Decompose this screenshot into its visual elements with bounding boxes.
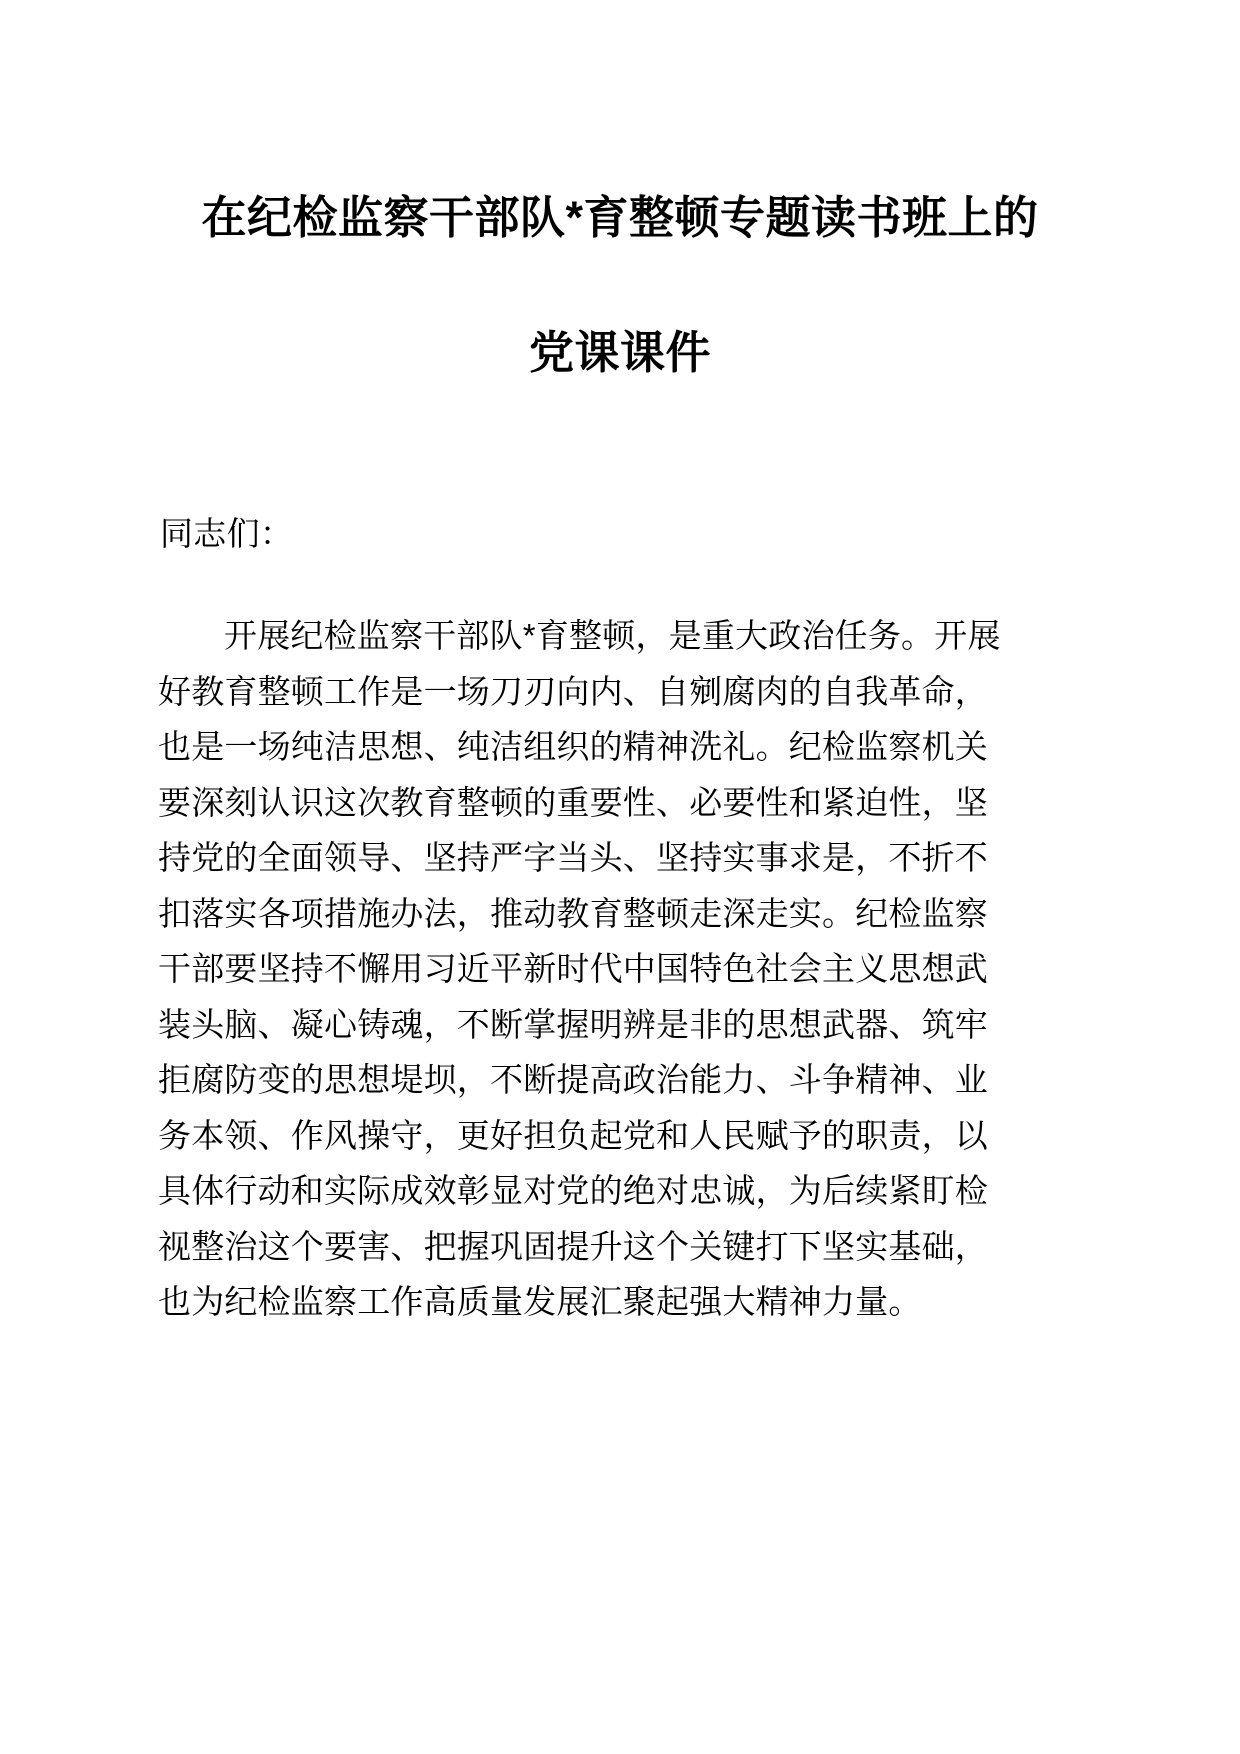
paragraph-line: 务本领、作风操守，更好担负起党和人民赋予的职责，以 xyxy=(158,1116,988,1154)
page-title xyxy=(158,150,1082,420)
title-line-2: 党课课件 xyxy=(528,327,711,378)
paragraph-line: 也为纪检监察工作高质量发展汇聚起强大精神力量。 xyxy=(158,1283,922,1320)
paragraph-line: 好教育整顿工作是一场刀刃向内、自剜腐肉的自我革命， xyxy=(158,672,988,710)
paragraph-line: 拒腐防变的思想堤坝，不断提高政治能力、斗争精神、业 xyxy=(158,1061,988,1098)
salutation: 同志们： xyxy=(160,515,294,552)
paragraph-line: 要深刻认识这次教育整顿的重要性、必要性和紧迫性，坚 xyxy=(158,783,988,821)
paragraph-line: 持党的全面领导、坚持严字当头、坚持实事求是，不折不 xyxy=(158,839,988,876)
paragraph-line: 干部要坚持不懈用习近平新时代中国特色社会主义思想武 xyxy=(158,950,988,987)
body-paragraph xyxy=(158,608,1082,1330)
document-body xyxy=(158,506,1082,1330)
paragraph-line: 装头脑、凝心铸魂，不断掌握明辨是非的思想武器、筑牢 xyxy=(158,1005,988,1043)
paragraph-line: 扣落实各项措施办法，推动教育整顿走深走实。纪检监察 xyxy=(158,894,988,932)
paragraph-line: 视整治这个要害、把握巩固提升这个关键打下坚实基础， xyxy=(158,1227,988,1265)
paragraph-line: 具体行动和实际成效彰显对党的绝对忠诚，为后续紧盯检 xyxy=(158,1172,988,1209)
paragraph-line: 开展纪检监察干部队*育整顿，是重大政治任务。开展 xyxy=(224,617,1001,654)
paragraph-line: 也是一场纯洁思想、纯洁组织的精神洗礼。纪检监察机关 xyxy=(158,728,988,765)
title-line-1: 在纪检监察干部队*育整顿专题读书班上的 xyxy=(201,192,1039,243)
